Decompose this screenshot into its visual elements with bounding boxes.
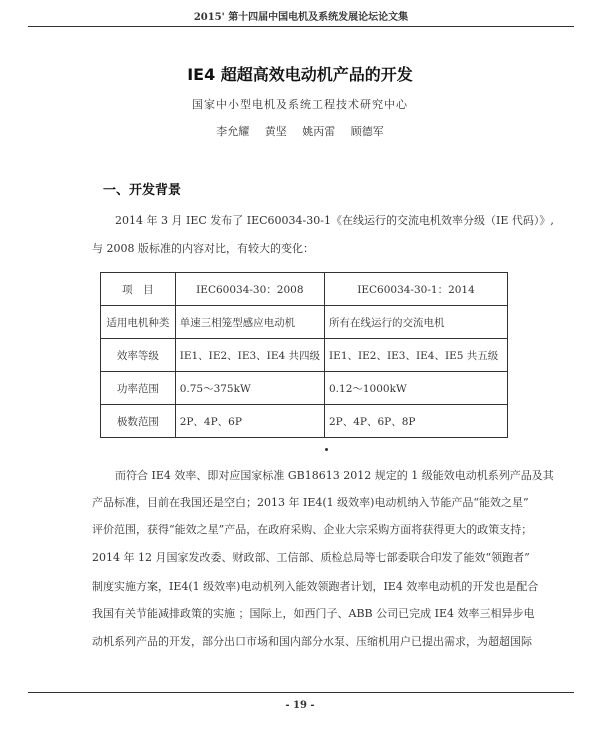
- table-cell: 单速三相笼型感应电动机: [175, 306, 324, 339]
- body-text-line: 而符合 IE4 效率、即对应国家标准 GB18613 2012 规定的 1 级能效电动机系列产品及其: [115, 469, 554, 482]
- author-name: 姚丙雷: [302, 125, 336, 138]
- table-cell: 所有在线运行的交流电机: [325, 306, 508, 339]
- table-cell: 0.75～375kW: [175, 372, 324, 405]
- paper-title: IE4 超超高效电动机产品的开发: [187, 65, 413, 84]
- author-list: [0, 123, 600, 139]
- table-cell: IE1、IE2、IE3、IE4 共四级: [175, 339, 324, 372]
- intro-line: 2014 年 3 月 IEC 发布了 IEC60034-30-1《在线运行的交流电机效率分级（IE 代码）》,: [115, 214, 554, 227]
- stray-mark: [325, 448, 328, 451]
- body-text-line: 2014 年 12 月国家发改委、财政部、工信部、质检总局等七部委联合印发了能效“领跑者”: [92, 551, 530, 564]
- table-cell: 极数范围: [101, 405, 176, 438]
- table-header-cell: IEC60034-30-1：2014: [325, 273, 508, 306]
- body-text-line: 制度实施方案，IE4(1 级效率)电动机列入能效领跑者计划，IE4 效率电动机的开发也是配合: [92, 580, 539, 593]
- table-header-cell: IEC60034-30：2008: [175, 273, 324, 306]
- table-cell: 功率范围: [101, 372, 176, 405]
- running-header: 2015' 第十四届中国电机及系统发展论坛论文集: [28, 8, 574, 27]
- footer-rule: [28, 692, 574, 693]
- body-text-line: 评价范围，获得“能效之星”产品，在政府采购、企业大宗采购方面将获得更大的政策支持；: [92, 523, 533, 536]
- intro-line: 与 2008 版标准的内容对比，有较大的变化：: [92, 242, 314, 255]
- page-number: - 19 -: [285, 700, 315, 711]
- body-text-line: 动机系列产品的开发，部分出口市场和国内部分水泵、压缩机用户已提出需求，为超超国际: [92, 635, 532, 648]
- author-name: 李允耀: [216, 125, 250, 138]
- table-row: [101, 339, 508, 372]
- table-cell: 2P、4P、6P: [175, 405, 324, 438]
- section-heading: 一、开发背景: [103, 183, 182, 198]
- table-cell: 适用电机种类: [101, 306, 176, 339]
- body-text-line: 产品标准，目前在我国还是空白；2013 年 IE4(1 级效率)电动机纳入节能产品“能效之星”: [92, 496, 529, 509]
- author-name: 黄坚: [264, 125, 287, 138]
- table-cell: 0.12～1000kW: [325, 372, 508, 405]
- table-row: [101, 306, 508, 339]
- table-row: [101, 372, 508, 405]
- table-cell: IE1、IE2、IE3、IE4、IE5 共五级: [325, 339, 508, 372]
- author-name: 顾德军: [350, 125, 384, 138]
- table-header-cell: 项 目: [101, 273, 176, 306]
- table-header-row: [101, 273, 508, 306]
- table-cell: 2P、4P、6P、8P: [325, 405, 508, 438]
- table-cell: 效率等级: [101, 339, 176, 372]
- affiliation: 国家中小型电机及系统工程技术研究中心: [192, 98, 408, 111]
- body-text-line: 我国有关节能减排政策的实施 ；国际上，如西门子、ABB 公司已完成 IE4 效率三相异步电: [92, 607, 535, 620]
- comparison-table: [100, 272, 508, 438]
- table-row: [101, 405, 508, 438]
